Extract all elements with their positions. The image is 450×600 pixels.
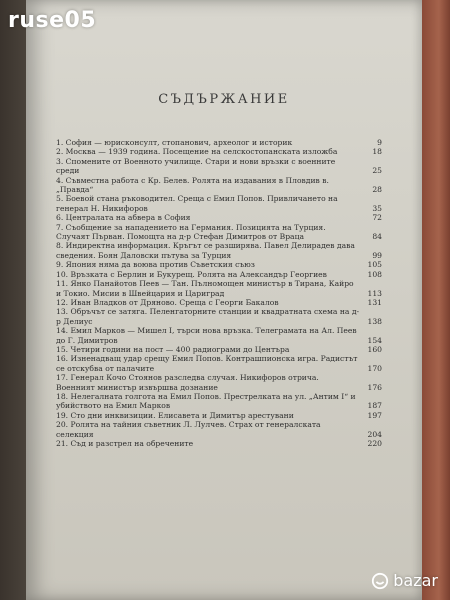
toc-entry xyxy=(56,260,382,269)
toc-entry-page-number: 72 xyxy=(372,213,382,223)
toc-entry-text: 7. Съобщение за нападението на Германия. Позицията на Турция. Случаят Първан. Помощта на д-р Стефан Димитров от Враца xyxy=(56,222,326,242)
toc-entry-page-number: 160 xyxy=(367,344,382,354)
bazar-logo-icon xyxy=(371,572,389,590)
toc-entry xyxy=(56,194,382,213)
table-of-contents xyxy=(56,138,382,448)
toc-entry-page-number: 220 xyxy=(367,439,382,448)
toc-entry xyxy=(56,326,382,345)
toc-entry xyxy=(56,176,382,195)
toc-entry-text: 13. Обръчът се затяга. Пеленгаторните станции и квадратната схема на д-р Делиус xyxy=(56,307,360,326)
toc-entry-text: 3. Спомените от Военното училище. Стари и нови връзки с военните среди xyxy=(56,156,336,176)
toc-entry xyxy=(56,392,382,411)
bazar-watermark xyxy=(371,571,438,590)
toc-entry xyxy=(56,157,382,176)
toc-entry-text: 8. Индиректна информация. Кръгът се разширява. Павел Делирадев дава сведения. Боян Даловски пътува за Турция xyxy=(56,241,355,260)
ruse05-watermark: ruse05 xyxy=(8,8,97,33)
toc-entry-page-number: 35 xyxy=(372,203,382,213)
toc-entry xyxy=(56,345,382,354)
toc-entry-page-number: 131 xyxy=(367,297,382,307)
toc-entry-text: 16. Изненадващ удар срещу Емил Попов. Контрашпионска игра. Радистът се отскубва от палачите xyxy=(56,354,358,373)
page-title: СЪДЪРЖАНИЕ xyxy=(158,92,290,107)
toc-entry-text: 18. Нелегалната голгота на Емил Попов. Престрелката на ул. „Антим I“ и убийството на Емил Марков xyxy=(56,391,356,411)
toc-entry xyxy=(56,279,382,298)
toc-entry-text: 15. Четири години на пост — 400 радиограми до Центъра xyxy=(56,344,290,354)
toc-entry-page-number: 105 xyxy=(367,260,382,270)
toc-entry-page-number: 176 xyxy=(367,382,382,392)
toc-entry xyxy=(56,354,382,373)
toc-entry-text: 19. Сто дни инквизиции. Елисавета и Димитър арестувани xyxy=(56,410,294,420)
book-cover-edge xyxy=(422,0,450,600)
toc-entry xyxy=(56,439,382,448)
toc-entry-text: 10. Връзката с Берлин и Букурещ. Ролята на Александър Георгиев xyxy=(56,269,327,279)
toc-entry-text: 1. София — юрисконсулт, стопанович, археолог и историк xyxy=(56,138,293,147)
toc-entry-page-number: 170 xyxy=(367,363,382,373)
toc-entry-text: 14. Емил Марков — Мишел I, търси нова връзка. Телеграмата на Ал. Пеев до Г. Димитров xyxy=(56,326,357,345)
bazar-watermark-text: bazar xyxy=(393,571,438,590)
toc-entry xyxy=(56,147,382,156)
toc-entry-page-number: 84 xyxy=(372,232,382,242)
toc-entry-page-number: 18 xyxy=(372,147,382,157)
toc-entry-text: 5. Боевой стана ръководител. Среща с Емил Попов. Привличането на генерал Н. Никифоров xyxy=(56,194,338,213)
toc-entry-text: 11. Янко Панайотов Пеев — Тан. Пълномощен министър в Тирана, Кайро и Токио. Мисии в Швейцария и Цариград xyxy=(56,279,354,298)
toc-entry-page-number: 25 xyxy=(372,166,382,176)
toc-entry-page-number: 28 xyxy=(372,185,382,195)
toc-entry-page-number: 108 xyxy=(367,269,382,279)
toc-entry xyxy=(56,213,382,222)
toc-entry xyxy=(56,138,382,147)
toc-entry xyxy=(56,223,382,242)
toc-entry-text: 9. Япония няма да воюва против Съветския съюз xyxy=(56,260,255,270)
toc-entry-page-number: 99 xyxy=(372,250,382,260)
toc-entry xyxy=(56,307,382,326)
toc-entry-page-number: 9 xyxy=(377,138,382,147)
toc-entry-page-number: 197 xyxy=(367,410,382,420)
toc-entry xyxy=(56,411,382,420)
toc-entry-text: 20. Ролята на тайния съветник Л. Лулчев. Страх от генералската селекция xyxy=(56,420,321,439)
toc-entry xyxy=(56,420,382,439)
toc-entry-text: 21. Съд и разстрел на обречените xyxy=(56,439,194,448)
book-page xyxy=(26,0,422,600)
toc-entry-text: 2. Москва — 1939 година. Посещение на селскостопанската изложба xyxy=(56,147,338,157)
toc-entry-page-number: 187 xyxy=(367,401,382,411)
toc-entry-page-number: 113 xyxy=(367,288,382,298)
toc-entry xyxy=(56,373,382,392)
toc-entry-text: 17. Генерал Кочо Стоянов разследва случая. Никифоров отрича. Военният министър извършва дознание xyxy=(56,373,319,392)
toc-entry xyxy=(56,298,382,307)
toc-entry-text: 4. Съвместна работа с Кр. Белев. Ролята на издавания в Пловдив в. „Правда“ xyxy=(56,175,329,195)
toc-entry-text: 6. Централата на абвера в София xyxy=(56,213,191,223)
toc-entry-page-number: 154 xyxy=(367,335,382,345)
toc-entry-text: 12. Иван Владков от Дряново. Среща с Георги Бакалов xyxy=(56,297,279,307)
toc-entry xyxy=(56,270,382,279)
toc-entry xyxy=(56,241,382,260)
toc-entry-page-number: 138 xyxy=(367,316,382,326)
toc-entry-page-number: 204 xyxy=(367,429,382,439)
